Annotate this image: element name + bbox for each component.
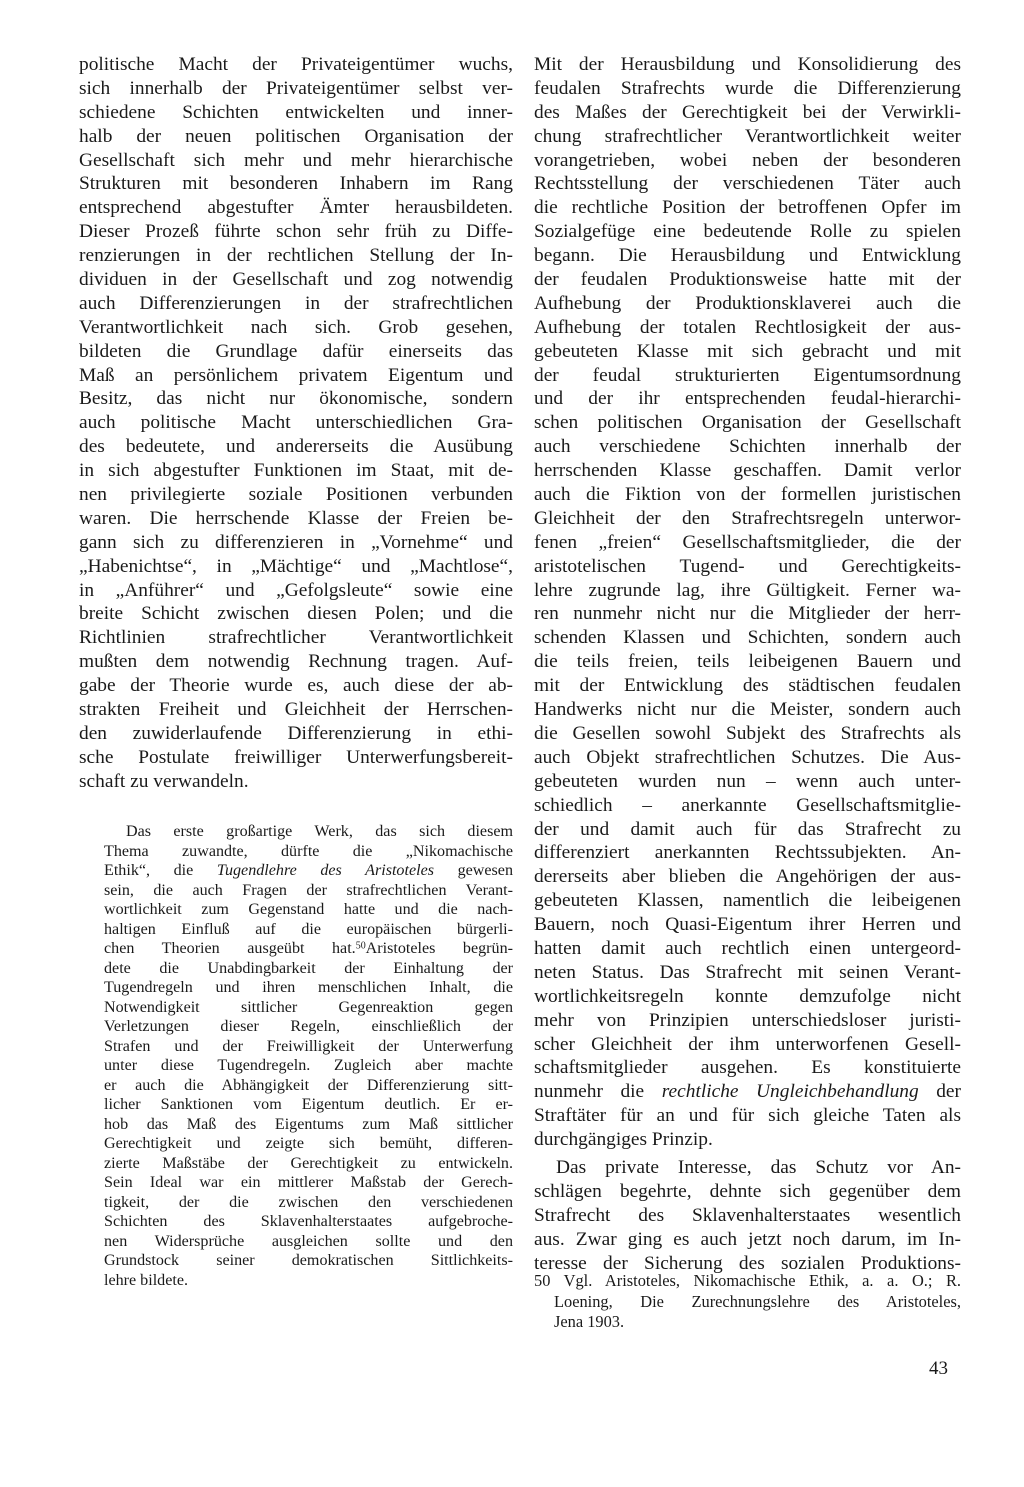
- text-line: vorangetrieben, wobei neben der besonderen: [534, 149, 961, 171]
- text-line: auch politische Macht unterschiedlichen Gra-: [79, 412, 513, 434]
- text-line: herrschenden Klasse geschaffen. Damit verlor: [534, 460, 961, 482]
- text-line: nen Widersprüche ausgleichen sollte und den: [104, 1232, 513, 1250]
- text-line: mußten dem notwendig Rechnung tragen. Auf-: [79, 651, 513, 673]
- footnote-line: Loening, Die Zurechnungslehre des Aristoteles,: [554, 1291, 961, 1311]
- footnote-line: Jena 1903.: [554, 1312, 625, 1331]
- text-line: in „Anführer“ und „Gefolgsleute“ sowie eine: [79, 579, 513, 601]
- text-line: auch Objekt strafrechtlichen Schutzes. Die Aus-: [534, 746, 961, 768]
- text-line: scher Gleichheit der ihm unterworfenen Gesell-: [534, 1033, 961, 1055]
- text-line: renzierungen in der rechtlichen Stellung der In-: [79, 245, 513, 267]
- text-line: Verantwortlichkeit nach sich. Grob gesehen,: [79, 316, 513, 338]
- text-line: auch Differenzierungen in der strafrechtlichen: [79, 292, 513, 314]
- text-line: hatten damit auch rechtlich einen untergeord-: [534, 937, 961, 959]
- text-line: [534, 1080, 961, 1104]
- text-segment: Aristoteles begrün-: [365, 940, 513, 957]
- text-line: Bauern, noch Quasi-Eigentum ihrer Herren und: [534, 914, 961, 936]
- text-line: in sich abgestufter Funktionen im Staat, mit de-: [79, 460, 513, 482]
- text-line: dete die Unabdingbarkeit der Einhaltung der: [104, 959, 513, 977]
- text-line: zierte Maßstäbe der Gerechtigkeit zu entwickeln.: [104, 1154, 513, 1172]
- text-line: haltigen Einfluß auf die europäischen bürgerli-: [104, 920, 513, 938]
- text-line: auch verschiedene Schichten innerhalb der: [534, 436, 961, 458]
- text-segment: Ethik“, die: [104, 862, 217, 879]
- text-line: Maß an persönlichem privatem Eigentum und: [79, 364, 513, 386]
- text-line: lehre bildete.: [104, 1271, 189, 1289]
- text-line: Strafen und der Freiwilligkeit der Unterwerfung: [104, 1037, 513, 1055]
- text-line: Handwerks nicht nur die Meister, sondern auch: [534, 699, 961, 721]
- text-line: Sozialgefüge eine bedeutende Rolle zu spielen: [534, 221, 961, 243]
- text-line: lehre zugrunde lag, ihre Gültigkeit. Ferner wa-: [534, 579, 961, 601]
- text-line: bildeten die Grundlage dafür einerseits das: [79, 340, 513, 362]
- text-line: [104, 939, 513, 959]
- text-line: neten Status. Das Strafrecht mit seinen Verant-: [534, 961, 961, 983]
- text-line: schiedlich – anerkannte Gesellschaftsmitglie-: [534, 794, 961, 816]
- text-line: hob das Maß des Eigentums zum Maß sittlicher: [104, 1115, 513, 1133]
- text-line: die teils freien, teils leibeigenen Bauern und: [534, 651, 961, 673]
- text-segment: gewesen: [433, 862, 513, 879]
- footnote-reference: 50: [355, 940, 366, 952]
- text-line: nen privilegierte soziale Positionen verbunden: [79, 484, 513, 506]
- text-line: Verletzungen dieser Regeln, einschließlich der: [104, 1018, 513, 1035]
- text-line: Strafrecht des Sklavenhalterstaates wesentlich: [534, 1204, 961, 1226]
- text-line: sche Postulate freiwilliger Unterwerfungsbereit-: [79, 746, 513, 768]
- text-line: tigkeit, der die zwischen den verschiedenen: [104, 1193, 513, 1211]
- text-line: gebeuteten Klassen, namentlich die leibeigenen: [534, 890, 961, 912]
- page-number: 43: [929, 1358, 948, 1379]
- text-line: Mit der Herausbildung und Konsolidierung des: [534, 54, 961, 75]
- text-line: teresse der Sicherung des sozialen Produktions-: [534, 1252, 961, 1274]
- text-line: Rechtsstellung der verschiedenen Täter auch: [534, 173, 961, 195]
- text-line: Sein Ideal war ein mittlerer Maßstab der Gerech-: [104, 1174, 513, 1191]
- text-line: schlägen begehrte, dehnte sich gegenüber dem: [534, 1180, 961, 1202]
- text-line: er auch die Abhängigkeit der Differenzierung sitt-: [104, 1076, 513, 1094]
- text-line: auch die Fiktion von der formellen juristischen: [534, 484, 961, 506]
- text-line: fenen „freien“ Gesellschaftsmitglieder, die der: [534, 531, 961, 553]
- text-line: wortlichkeitsregeln konnte demzufolge nicht: [534, 985, 961, 1007]
- text-line: ren nunmehr nicht nur die Mitglieder der herr-: [534, 603, 961, 625]
- text-line: „Habenichtse“, in „Mächtige“ und „Machtlose“,: [79, 555, 513, 577]
- excursus-block: [104, 822, 513, 1290]
- text-line: die rechtliche Position der betroffenen Opfer im: [534, 197, 961, 219]
- text-line: und der ihr entsprechenden feudal-hierarchi-: [534, 388, 961, 410]
- footnote: [534, 1271, 961, 1333]
- text-line: gebeuteten wurden nun – wenn auch unter-: [534, 770, 961, 792]
- text-line: breite Schicht zwischen diesen Polen; und die: [79, 603, 513, 625]
- text-line: sein, die auch Fragen der strafrechtlichen Verant-: [104, 881, 513, 899]
- text-line: Besitz, das nicht nur ökonomische, sondern: [79, 388, 513, 410]
- text-line: wortlichkeit zum Gegenstand hatte und die nach-: [104, 901, 513, 918]
- text-line: schaftsmitglieder ausgehen. Es konstituierte: [534, 1057, 961, 1079]
- text-line: dividuen in der Gesellschaft und zog notwendig: [79, 269, 513, 291]
- text-line: des Maßes der Gerechtigkeit bei der Verwirkli-: [534, 101, 961, 123]
- text-line: schen politischen Organisation der Gesellschaft: [534, 412, 961, 434]
- text-line: waren. Die herrschende Klasse der Freien be-: [79, 507, 513, 529]
- text-line: den zuwiderlaufende Differenzierung in ethi-: [79, 722, 513, 744]
- text-line: des bedeutete, und andererseits die Ausübung: [79, 436, 513, 458]
- left-column-text: [79, 53, 513, 794]
- text-line: dererseits aber blieben die Angehörigen der aus-: [534, 866, 961, 888]
- text-line: aus. Zwar ging es auch jetzt noch darum, im In-: [534, 1228, 961, 1250]
- text-line: Das private Interesse, das Schutz vor An-: [556, 1156, 961, 1178]
- text-line: licher Sanktionen vom Eigentum deutlich. Er er-: [104, 1096, 513, 1113]
- text-line: schiedene Schichten entwickelten und inner-: [79, 101, 513, 123]
- text-line: Gleichheit der den Strafrechtsregeln unterwor-: [534, 507, 961, 529]
- text-line: Strukturen mit besonderen Inhabern im Rang: [79, 173, 513, 195]
- italic-emphasis: Tugendlehre des Aristoteles: [216, 862, 434, 879]
- text-line: der und damit auch für das Strafrecht zu: [534, 818, 961, 840]
- footnote-line: 50 Vgl. Aristoteles, Nikomachische Ethik, a. a. O.; R.: [534, 1271, 961, 1290]
- text-line: sich innerhalb der Privateigentümer selbst ver-: [79, 77, 513, 99]
- text-segment: chen Theorien ausgeübt hat.: [104, 940, 356, 957]
- text-line: feudalen Strafrechts wurde die Differenzierung: [534, 77, 961, 99]
- text-line: Grundstock seiner demokratischen Sittlichkeits-: [104, 1252, 513, 1269]
- text-line: der feudalen Produktionsweise hatte mit der: [534, 269, 961, 291]
- text-line: chung strafrechtlicher Verantwortlichkeit weiter: [534, 125, 961, 147]
- text-line: unter diese Tugendregeln. Zugleich aber machte: [104, 1057, 513, 1074]
- text-line: Aufhebung der totalen Rechtlosigkeit der aus-: [534, 316, 961, 338]
- text-line: Richtlinien strafrechtlicher Verantwortlichkeit: [79, 627, 513, 649]
- text-segment: nunmehr die: [534, 1081, 662, 1103]
- text-line: Aufhebung der Produktionsklaverei auch die: [534, 292, 961, 314]
- italic-emphasis: rechtliche Ungleichbehandlung: [661, 1081, 919, 1103]
- text-line: durchgängiges Prinzip.: [534, 1129, 713, 1151]
- text-line: Das erste großartige Werk, das sich diesem: [126, 823, 513, 840]
- text-line: politische Macht der Privateigentümer wuchs,: [79, 54, 513, 75]
- text-line: Dieser Prozeß führte schon sehr früh zu Diffe-: [79, 221, 513, 243]
- text-line: begann. Die Herausbildung und Entwicklung: [534, 245, 961, 267]
- text-line: halb der neuen politischen Organisation der: [79, 125, 513, 147]
- text-line: strakten Freiheit und Gleichheit der Herrschen-: [79, 699, 513, 721]
- text-line: gabe der Theorie wurde es, auch diese der ab-: [79, 675, 513, 697]
- text-line: differenziert anerkannten Rechtssubjekten. An-: [534, 842, 961, 864]
- text-line: mit der Entwicklung des städtischen feudalen: [534, 675, 961, 697]
- text-line: mehr von Prinzipien unterschiedsloser juristi-: [534, 1009, 961, 1031]
- text-line: Straftäter für an und für sich gleiche Taten als: [534, 1105, 961, 1127]
- text-line: schaft zu verwandeln.: [79, 770, 249, 792]
- text-line: schenden Klassen und Schichten, sondern auch: [534, 627, 961, 649]
- text-line: Thema zuwandte, dürfte die „Nikomachische: [104, 842, 513, 860]
- text-line: Schichten des Sklavenhalterstaates aufgebroche-: [104, 1213, 513, 1230]
- text-line: die Gesellen sowohl Subjekt des Strafrechts als: [534, 722, 961, 744]
- text-segment: der: [918, 1081, 961, 1103]
- text-line: Gerechtigkeit und zeigte sich bemüht, differen-: [104, 1135, 513, 1152]
- text-line: gann sich zu differenzieren in „Vornehme“ und: [79, 531, 513, 553]
- text-line: Gesellschaft sich mehr und mehr hierarchische: [79, 149, 513, 171]
- text-line: [104, 861, 513, 881]
- text-line: aristotelischen Tugend- und Gerechtigkeits-: [534, 555, 961, 577]
- text-line: Notwendigkeit sittlicher Gegenreaktion gegen: [104, 998, 513, 1016]
- right-column-text: [534, 53, 961, 1275]
- text-line: gebeuteten Klasse mit sich gebracht und mit: [534, 340, 961, 362]
- text-line: entsprechend abgestufter Ämter herausbildeten.: [79, 197, 513, 219]
- text-line: der feudal strukturierten Eigentumsordnung: [534, 364, 961, 386]
- text-line: Tugendregeln und ihren menschlichen Inhalt, die: [104, 979, 513, 996]
